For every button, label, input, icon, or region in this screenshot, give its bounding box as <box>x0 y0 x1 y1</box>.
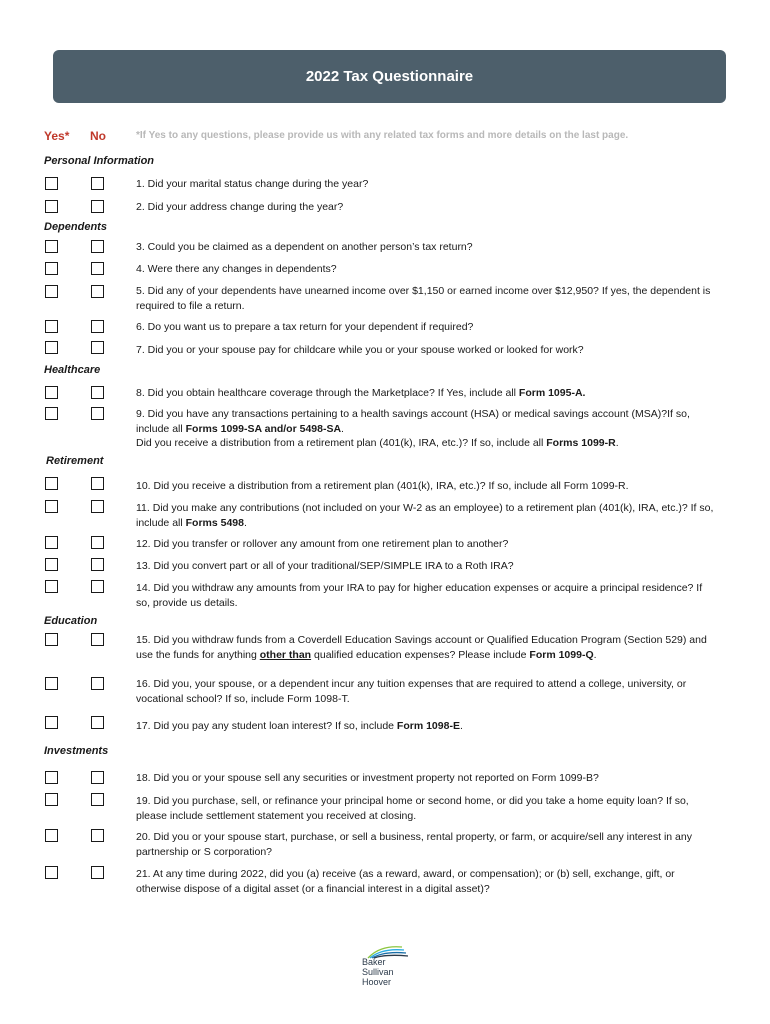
question-text-run: . <box>459 720 463 732</box>
q5-text <box>136 284 716 313</box>
question-text-run: . <box>341 422 344 435</box>
q20-no-checkbox[interactable] <box>91 829 104 842</box>
q17-text <box>136 719 716 734</box>
q9-no-checkbox[interactable] <box>91 407 104 420</box>
q21-no-checkbox[interactable] <box>91 866 104 879</box>
q14-no-checkbox[interactable] <box>91 580 104 593</box>
header-note: *If Yes to any questions, please provide us with any related tax forms and more details on the last page. <box>136 130 629 141</box>
q7-no-checkbox[interactable] <box>91 341 104 354</box>
q1-yes-checkbox[interactable] <box>45 177 58 190</box>
question-text-run: qualified education expenses? Please include <box>311 648 530 661</box>
question-text-run: Did you receive a distribution from a retirement plan (401(k), IRA, etc.)? If so, include all <box>136 437 547 449</box>
question-text-run: 21. At any time during 2022, did you (a) receive (as a reward, award, or compensation); or (b) sell, exchange, gift, or otherwise dispose of a digital asset (or a financial interest in a digital asset)? <box>136 868 675 895</box>
q6-text <box>136 320 716 335</box>
q16-yes-checkbox[interactable] <box>45 677 58 690</box>
q4-no-checkbox[interactable] <box>91 262 104 275</box>
question-text-run: 3. Could you be claimed as a dependent on another person’s tax return? <box>136 241 473 253</box>
q3-yes-checkbox[interactable] <box>45 240 58 253</box>
q11-text <box>136 501 716 530</box>
q1-no-checkbox[interactable] <box>91 177 104 190</box>
q17-yes-checkbox[interactable] <box>45 716 58 729</box>
section-title-education: Education <box>44 615 98 627</box>
question-text-run: 17. Did you pay any student loan interest? If so, include <box>136 720 397 732</box>
question-text-run: 12. Did you transfer or rollover any amount from one retirement plan to another? <box>136 538 509 550</box>
question-text-run: 4. Were there any changes in dependents? <box>136 263 337 275</box>
q1-text <box>136 177 716 192</box>
question-text-run: 11. Did you make any contributions (not included on your W-2 as an employee) to a retirement plan (401(k), IRA, etc.)? If so, include all <box>136 502 714 529</box>
q8-no-checkbox[interactable] <box>91 386 104 399</box>
q2-text <box>136 200 716 215</box>
question-text-run: 7. Did you or your spouse pay for childcare while you or your spouse worked or looked for work? <box>136 344 584 356</box>
q14-yes-checkbox[interactable] <box>45 580 58 593</box>
question-text-run: 15. Did you withdraw funds from a Coverdell Education Savings account or Qualified Education Program (Section 529) and use the funds for anything <box>136 634 707 661</box>
q15-no-checkbox[interactable] <box>91 633 104 646</box>
question-text-run: 6. Do you want us to prepare a tax return for your dependent if required? <box>136 321 474 333</box>
q19-text <box>136 794 716 823</box>
question-text-run: . <box>244 516 247 529</box>
q18-yes-checkbox[interactable] <box>45 771 58 784</box>
page-title: 2022 Tax Questionnaire <box>305 68 474 85</box>
q10-text <box>136 479 716 494</box>
q19-yes-checkbox[interactable] <box>45 793 58 806</box>
q15-yes-checkbox[interactable] <box>45 633 58 646</box>
question-text-run: 19. Did you purchase, sell, or refinance your principal home or second home, or did you take a home equity loan? If so, please include settlement statement you received at closing. <box>136 795 689 822</box>
q8-text <box>136 386 716 401</box>
question-text-run: 1. Did your marital status change during the year? <box>136 178 369 190</box>
question-text-run: 20. Did you or your spouse start, purchase, or sell a business, rental property, or farm, or acquire/sell any interest in any partnership or S corporation? <box>136 831 692 858</box>
question-text-run: 14. Did you withdraw any amounts from your IRA to pay for higher education expenses or acquire a principal residence? If so, provide us details. <box>136 582 703 609</box>
section-title-investments: Investments <box>44 745 109 757</box>
question-text-run: 10. Did you receive a distribution from a retirement plan (401(k), IRA, etc.)? If so, include all Form 1099-R. <box>136 480 629 492</box>
q8-yes-checkbox[interactable] <box>45 386 58 399</box>
section-title-personal-information: Personal Information <box>44 155 155 167</box>
q13-text <box>136 559 716 574</box>
question-text-run: other than <box>259 648 312 661</box>
q20-text <box>136 830 716 859</box>
company-logo <box>362 943 412 993</box>
q4-text <box>136 262 716 277</box>
question-text-run: Forms 1099-R <box>546 437 616 449</box>
q13-no-checkbox[interactable] <box>91 558 104 571</box>
q16-text <box>136 677 716 706</box>
q10-no-checkbox[interactable] <box>91 477 104 490</box>
question-text-run: 13. Did you convert part or all of your traditional/SEP/SIMPLE IRA to a Roth IRA? <box>136 560 514 572</box>
q19-no-checkbox[interactable] <box>91 793 104 806</box>
question-text-run: 9. Did you have any transactions pertaining to a health savings account (HSA) or medical savings account (MSA)?If so, include all <box>136 408 690 435</box>
question-text-run: . <box>593 648 597 661</box>
question-text-run: Form 1095-A. <box>518 387 586 399</box>
title-banner <box>53 50 726 103</box>
q10-yes-checkbox[interactable] <box>45 477 58 490</box>
question-text-run: Forms 5498 <box>185 516 244 529</box>
q12-yes-checkbox[interactable] <box>45 536 58 549</box>
question-text-run: . <box>615 437 619 449</box>
q21-yes-checkbox[interactable] <box>45 866 58 879</box>
question-text-run: 18. Did you or your spouse sell any securities or investment property not reported on Form 1099-B? <box>136 772 599 784</box>
yes-column-header: Yes* <box>44 129 70 143</box>
q13-yes-checkbox[interactable] <box>45 558 58 571</box>
section-title-dependents: Dependents <box>44 221 107 233</box>
q11-yes-checkbox[interactable] <box>45 500 58 513</box>
q4-yes-checkbox[interactable] <box>45 262 58 275</box>
question-text-run: Form 1098-E <box>396 720 460 732</box>
q12-no-checkbox[interactable] <box>91 536 104 549</box>
q11-no-checkbox[interactable] <box>91 500 104 513</box>
q2-no-checkbox[interactable] <box>91 200 104 213</box>
q18-no-checkbox[interactable] <box>91 771 104 784</box>
q20-yes-checkbox[interactable] <box>45 829 58 842</box>
q6-yes-checkbox[interactable] <box>45 320 58 333</box>
question-text-run: 16. Did you, your spouse, or a dependent incur any tuition expenses that are required to attend a college, university, or vocational school? If so, include Form 1098-T. <box>136 678 687 705</box>
question-text-run: Forms 1099-SA and/or 5498-SA <box>185 422 342 435</box>
q9-yes-checkbox[interactable] <box>45 407 58 420</box>
logo-wordmark <box>362 957 394 987</box>
q12-text <box>136 537 716 552</box>
section-title-retirement: Retirement <box>46 455 104 467</box>
q2-yes-checkbox[interactable] <box>45 200 58 213</box>
q5-yes-checkbox[interactable] <box>45 285 58 298</box>
question-text-run: 2. Did your address change during the year? <box>136 201 344 213</box>
q18-text <box>136 771 716 786</box>
question-text-run: Form 1099-Q <box>529 648 594 661</box>
section-title-healthcare: Healthcare <box>44 364 101 376</box>
q3-text <box>136 240 716 255</box>
q5-no-checkbox[interactable] <box>91 285 104 298</box>
q21-text <box>136 867 716 896</box>
q7-yes-checkbox[interactable] <box>45 341 58 354</box>
q6-no-checkbox[interactable] <box>91 320 104 333</box>
question-text-run: 5. Did any of your dependents have unearned income over $1,150 or earned income over $12,950? If yes, the dependent is required to file a return. <box>136 285 711 312</box>
logo-line-3: Hoover <box>362 977 392 987</box>
logo-line-1: Baker <box>362 957 386 967</box>
q9-text <box>136 407 716 451</box>
question-text-run: 8. Did you obtain healthcare coverage through the Marketplace? If Yes, include all <box>136 387 519 399</box>
q16-no-checkbox[interactable] <box>91 677 104 690</box>
logo-line-2: Sullivan <box>362 967 394 977</box>
q17-no-checkbox[interactable] <box>91 716 104 729</box>
no-column-header: No <box>90 129 106 143</box>
q3-no-checkbox[interactable] <box>91 240 104 253</box>
q14-text <box>136 581 716 610</box>
q15-text <box>136 633 716 662</box>
q7-text <box>136 343 716 358</box>
